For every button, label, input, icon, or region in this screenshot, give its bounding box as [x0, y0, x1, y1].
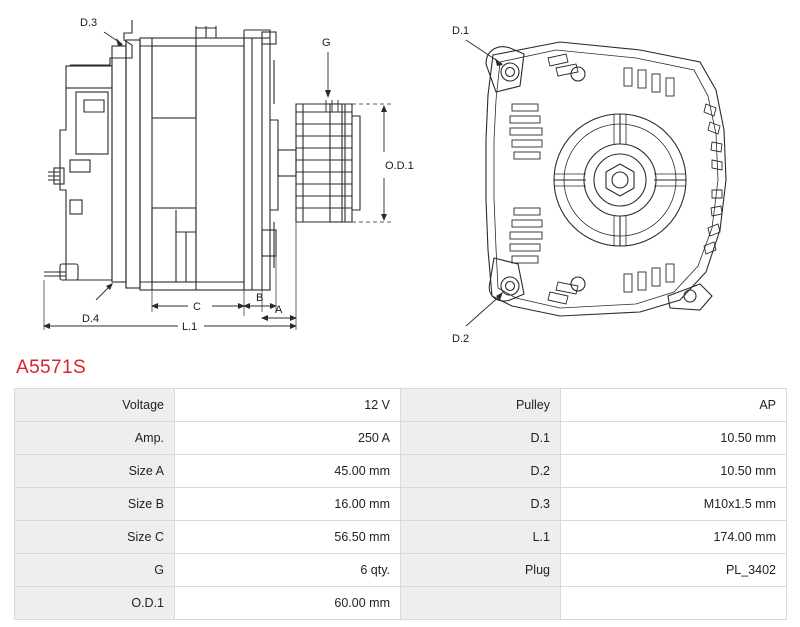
spec-value: 6 qty. [175, 554, 401, 587]
spec-value: PL_3402 [561, 554, 787, 587]
spec-label: D.3 [401, 488, 561, 521]
spec-empty-cell [401, 587, 561, 620]
callout-b: B [256, 292, 264, 304]
spec-value: 250 A [175, 422, 401, 455]
spec-value: 16.00 mm [175, 488, 401, 521]
spec-label: D.1 [401, 422, 561, 455]
spec-label: O.D.1 [15, 587, 175, 620]
spec-value: 56.50 mm [175, 521, 401, 554]
spec-value: 60.00 mm [175, 587, 401, 620]
callout-d3: D.3 [80, 17, 98, 29]
callout-a: A [275, 304, 283, 316]
callout-g: G [322, 37, 331, 49]
spec-value: 10.50 mm [561, 455, 787, 488]
spec-label: Size B [15, 488, 175, 521]
callout-od1: O.D.1 [385, 160, 414, 172]
callout-front-d2: D.2 [452, 333, 470, 345]
table-row [15, 521, 787, 554]
table-row [15, 389, 787, 422]
table-row [15, 488, 787, 521]
callout-c: C [193, 301, 201, 313]
table-row [15, 554, 787, 587]
spec-label: Amp. [15, 422, 175, 455]
alternator-side-view [43, 17, 414, 333]
spec-label: G [15, 554, 175, 587]
alternator-front-view [452, 25, 726, 345]
spec-label: Size C [15, 521, 175, 554]
callout-l1: L.1 [182, 321, 198, 333]
spec-label: D.2 [401, 455, 561, 488]
spec-value: AP [561, 389, 787, 422]
spec-value: 12 V [175, 389, 401, 422]
spec-label: Plug [401, 554, 561, 587]
spec-value: 10.50 mm [561, 422, 787, 455]
spec-label: Pulley [401, 389, 561, 422]
callout-d4: D.4 [82, 313, 100, 325]
part-number: A5571S [16, 357, 87, 378]
spec-value: M10x1.5 mm [561, 488, 787, 521]
spec-label: Size A [15, 455, 175, 488]
spec-value: 45.00 mm [175, 455, 401, 488]
table-row [15, 422, 787, 455]
spec-label: Voltage [15, 389, 175, 422]
table-row [15, 455, 787, 488]
specification-table [14, 388, 787, 620]
spec-empty-cell [561, 587, 787, 620]
spec-value: 174.00 mm [561, 521, 787, 554]
table-row [15, 587, 787, 620]
callout-front-d1: D.1 [452, 25, 470, 37]
spec-label: L.1 [401, 521, 561, 554]
